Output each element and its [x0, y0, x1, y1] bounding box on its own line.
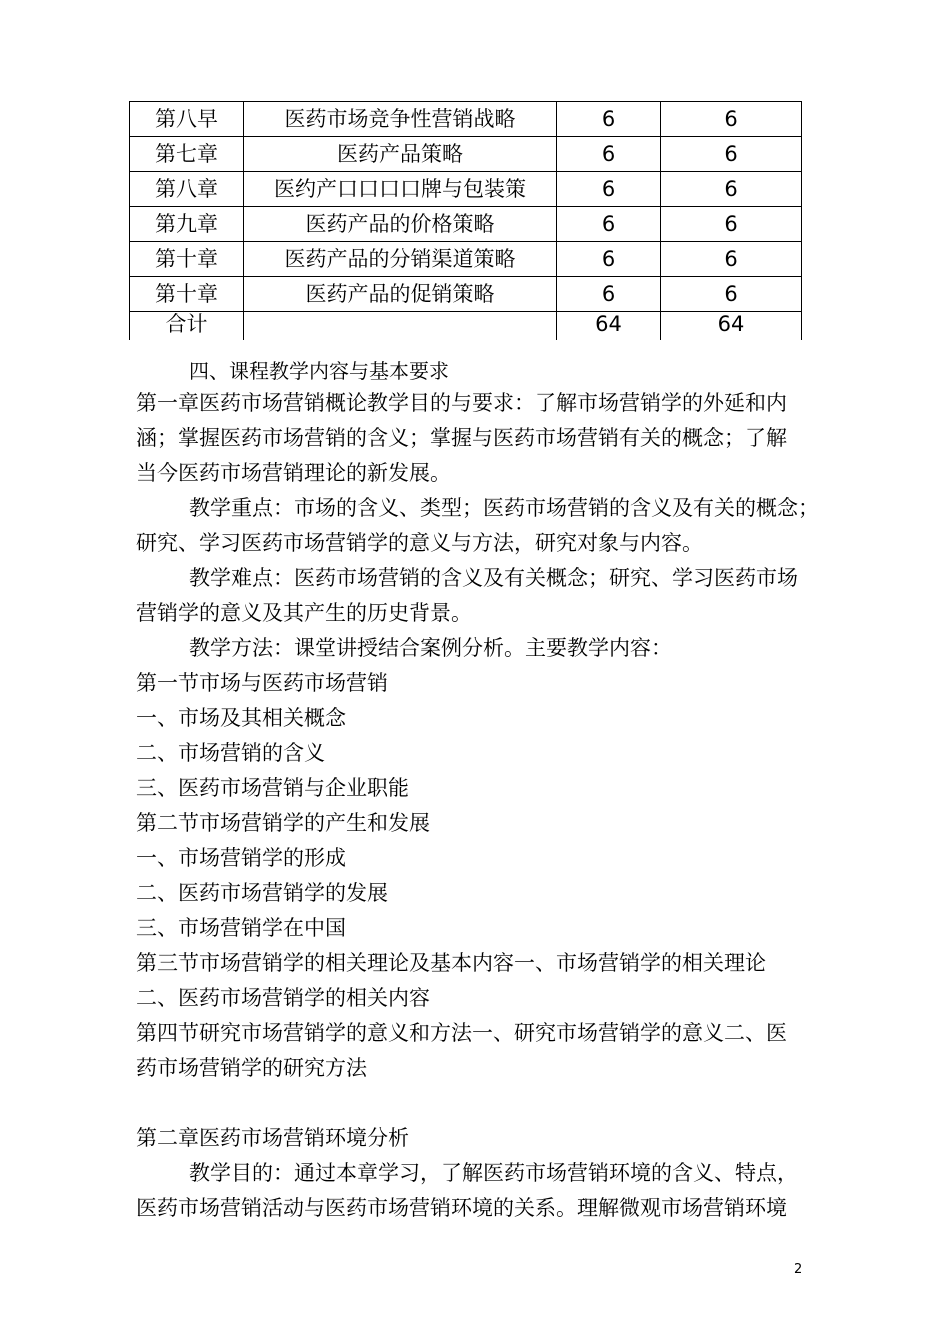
table-row [130, 207, 802, 242]
theory-hours-cell: 6 [661, 137, 802, 172]
list-item: 一、市场及其相关概念 [136, 706, 346, 730]
list-item: 二、市场营销的含义 [136, 741, 325, 765]
list-item: 二、医药市场营销学的发展 [136, 881, 388, 905]
table-row [130, 172, 802, 207]
paragraph-line: 医药市场营销活动与医药市场营销环境的关系。理解微观市场营销环境 [136, 1196, 787, 1220]
list-item: 三、医药市场营销与企业职能 [136, 776, 409, 800]
title-cell: 医药市场竞争性营销战略 [244, 102, 557, 137]
title-cell: 医约产口口口口牌与包装策 [244, 172, 557, 207]
paragraph-line: 药市场营销学的研究方法 [136, 1056, 367, 1080]
title-cell: 医药产品的促销策略 [244, 277, 557, 312]
total-title-cell [244, 312, 557, 341]
chapter-cell: 第九章 [130, 207, 244, 242]
title-cell: 医药产品的分销渠道策略 [244, 242, 557, 277]
paragraph-line: 涵；掌握医药市场营销的含义；掌握与医药市场营销有关的概念；了解 [136, 426, 787, 450]
hours-cell: 6 [557, 102, 661, 137]
chapter-cell: 第十章 [130, 242, 244, 277]
table-row [130, 102, 802, 137]
theory-hours-cell: 6 [661, 242, 802, 277]
hours-cell: 6 [557, 207, 661, 242]
chapter-1-objectives-line: 第一章医药市场营销概论教学目的与要求：了解市场营销学的外延和内 [136, 391, 787, 415]
teaching-method-line: 教学方法：课堂讲授结合案例分析。主要教学内容： [189, 636, 672, 660]
teaching-objectives-line: 教学目的：通过本章学习，了解医药市场营销环境的含义、特点， [189, 1161, 798, 1185]
paragraph-line: 营销学的意义及其产生的历史背景。 [136, 601, 472, 625]
list-item: 一、市场营销学的形成 [136, 846, 346, 870]
blank-line [136, 1086, 876, 1121]
table-total-row [130, 312, 802, 341]
body-text [136, 386, 876, 1226]
section-title: 第一节市场与医药市场营销 [136, 671, 388, 695]
total-theory-hours-cell: 64 [661, 312, 802, 341]
table-row [130, 277, 802, 312]
section-title: 第三节市场营销学的相关理论及基本内容一、市场营销学的相关理论 [136, 951, 766, 975]
chapter-cell: 第八章 [130, 172, 244, 207]
title-cell: 医药产品策略 [244, 137, 557, 172]
hours-cell: 6 [557, 137, 661, 172]
list-item: 三、市场营销学在中国 [136, 916, 346, 940]
theory-hours-cell: 6 [661, 172, 802, 207]
total-label-cell: 合计 [130, 312, 244, 341]
course-hours-table [129, 101, 802, 340]
theory-hours-cell: 6 [661, 207, 802, 242]
key-points-line: 教学重点：市场的含义、类型；医药市场营销的含义及有关的概念； [189, 496, 819, 520]
list-item: 二、医药市场营销学的相关内容 [136, 986, 430, 1010]
section-title: 第二节市场营销学的产生和发展 [136, 811, 430, 835]
hours-cell: 6 [557, 242, 661, 277]
paragraph-line: 研究、学习医药市场营销学的意义与方法，研究对象与内容。 [136, 531, 703, 555]
paragraph-line: 当今医药市场营销理论的新发展。 [136, 461, 451, 485]
hours-cell: 6 [557, 172, 661, 207]
table-row [130, 242, 802, 277]
hours-cell: 6 [557, 277, 661, 312]
section-title: 第四节研究市场营销学的意义和方法一、研究市场营销学的意义二、医 [136, 1021, 787, 1045]
total-hours-cell: 64 [557, 312, 661, 341]
theory-hours-cell: 6 [661, 277, 802, 312]
title-cell: 医药产品的价格策略 [244, 207, 557, 242]
theory-hours-cell: 6 [661, 102, 802, 137]
chapter-cell: 第八早 [130, 102, 244, 137]
chapter-2-title: 第二章医药市场营销环境分析 [136, 1126, 409, 1150]
page-number: 2 [794, 1262, 803, 1277]
section-heading: 四、课程教学内容与基本要求 [189, 359, 449, 383]
chapter-cell: 第十章 [130, 277, 244, 312]
difficult-points-line: 教学难点：医药市场营销的含义及有关概念；研究、学习医药市场 [189, 566, 798, 590]
chapter-cell: 第七章 [130, 137, 244, 172]
table-row [130, 137, 802, 172]
